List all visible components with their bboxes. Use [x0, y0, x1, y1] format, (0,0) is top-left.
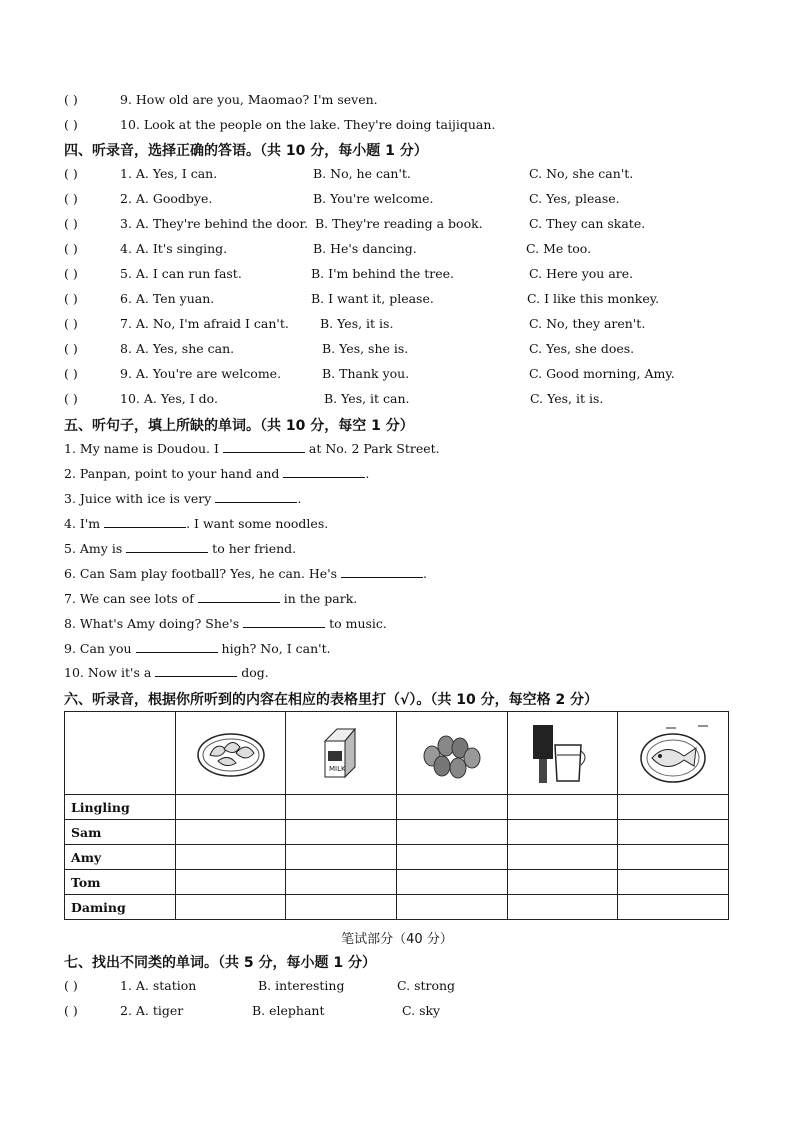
option-c: C. sky [402, 1003, 441, 1018]
s4-question-row [64, 315, 744, 333]
answer-blank[interactable] [243, 615, 325, 628]
check-cell[interactable] [396, 895, 507, 920]
option-b: B. I want it, please. [311, 291, 434, 306]
answer-paren[interactable]: ( ) [64, 391, 78, 406]
sentence-start: 7. We can see lots of [64, 591, 198, 606]
option-a: 9. A. You're are welcome. [120, 366, 282, 381]
picture-cell [175, 712, 286, 795]
check-cell[interactable] [175, 895, 286, 920]
fill-sentence [64, 440, 440, 456]
answer-paren[interactable]: ( ) [64, 1003, 78, 1018]
check-cell[interactable] [507, 895, 618, 920]
option-c: C. Good morning, Amy. [529, 366, 675, 381]
name-tom: Tom [65, 870, 176, 895]
sentence-start: 4. I'm [64, 516, 105, 531]
fill-sentence [64, 565, 427, 581]
answer-blank[interactable] [341, 565, 423, 578]
option-b: B. You're welcome. [313, 191, 434, 206]
option-a: 2. A. tiger [120, 1003, 184, 1018]
dumplings-icon [196, 727, 266, 779]
picture-cell [618, 712, 729, 795]
answer-blank[interactable] [126, 540, 208, 553]
section5-title: 五、听句子，填上所缺的单词。（共 10 分，每空 1 分） [64, 418, 414, 434]
option-b: B. No, he can't. [313, 166, 411, 181]
check-cell[interactable] [286, 895, 397, 920]
option-b: B. Yes, it can. [324, 391, 410, 406]
sentence-start: 5. Amy is [64, 541, 127, 556]
sentence-start: 3. Juice with ice is very [64, 491, 216, 506]
option-c: C. Yes, please. [529, 191, 620, 206]
picture-cell [396, 712, 507, 795]
question-9 [64, 91, 378, 109]
option-a: 10. A. Yes, I do. [120, 391, 218, 406]
option-b: B. Thank you. [322, 366, 410, 381]
fill-sentence [64, 615, 387, 631]
check-cell[interactable] [175, 870, 286, 895]
name-amy: Amy [65, 845, 176, 870]
check-cell[interactable] [618, 895, 729, 920]
sentence-end: . [297, 491, 302, 506]
check-cell[interactable] [396, 870, 507, 895]
milk-carton-icon [311, 723, 371, 783]
check-cell[interactable] [175, 845, 286, 870]
sentence-end: . [365, 466, 370, 481]
option-b: B. Yes, it is. [320, 316, 394, 331]
sentence-start: 9. Can you [64, 641, 136, 656]
svg-text:MILK: MILK [329, 765, 346, 773]
fill-sentence [64, 590, 357, 606]
option-c: C. Yes, it is. [530, 391, 604, 406]
sentence-start: 6. Can Sam play football? Yes, he can. He's [64, 566, 342, 581]
eggs-icon [420, 726, 484, 780]
s7-question-row [64, 1002, 484, 1020]
juice-glass-icon [531, 721, 593, 785]
option-a: 7. A. No, I'm afraid I can't. [120, 316, 289, 331]
sentence-start: 2. Panpan, point to your hand and [64, 466, 284, 481]
option-b: B. He's dancing. [313, 241, 417, 256]
answer-paren[interactable]: ( ) [64, 291, 78, 306]
question-10 [64, 116, 495, 134]
option-c: C. strong [397, 978, 456, 993]
name-sam: Sam [65, 820, 176, 845]
name-daming: Daming [65, 895, 176, 920]
option-a: 1. A. Yes, I can. [120, 166, 218, 181]
check-cell[interactable] [507, 795, 618, 820]
answer-paren[interactable]: ( ) [64, 117, 78, 132]
check-cell[interactable] [286, 845, 397, 870]
answer-blank[interactable] [136, 640, 218, 653]
option-a: 4. A. It's singing. [120, 241, 228, 256]
check-cell[interactable] [618, 795, 729, 820]
fill-sentence [64, 640, 331, 656]
s4-question-row [64, 215, 744, 233]
answer-paren[interactable]: ( ) [64, 341, 78, 356]
fill-sentence [64, 540, 296, 556]
answer-paren[interactable]: ( ) [64, 266, 78, 281]
check-cell[interactable] [507, 845, 618, 870]
fill-sentence [64, 664, 269, 680]
answer-paren[interactable]: ( ) [64, 241, 78, 256]
check-cell[interactable] [175, 820, 286, 845]
sentence-end: . [423, 566, 427, 581]
sentence-end: to her friend. [208, 541, 297, 556]
sentence-end: . I want some noodles. [186, 516, 329, 531]
answer-paren[interactable]: ( ) [64, 216, 78, 231]
sentence-start: 1. My name is Doudou. I [64, 441, 223, 456]
option-b: B. Yes, she is. [322, 341, 409, 356]
sentence-start: 8. What's Amy doing? She's [64, 616, 244, 631]
option-b: B. I'm behind the tree. [311, 266, 455, 281]
check-cell[interactable] [618, 845, 729, 870]
s4-question-row [64, 265, 744, 283]
check-cell[interactable] [396, 820, 507, 845]
fill-sentence [64, 490, 301, 506]
s7-question-row [64, 977, 484, 995]
answer-paren[interactable]: ( ) [64, 92, 78, 107]
option-b: B. They're reading a book. [315, 216, 483, 231]
fill-sentence [64, 465, 369, 481]
check-cell[interactable] [286, 870, 397, 895]
check-cell[interactable] [286, 820, 397, 845]
sentence-end: in the park. [279, 591, 358, 606]
option-c: C. No, they aren't. [529, 316, 646, 331]
picture-cell [507, 712, 618, 795]
sentence-end: at No. 2 Park Street. [304, 441, 440, 456]
s4-question-row [64, 190, 744, 208]
written-part-heading: 笔试部分（40 分） [341, 932, 453, 947]
fish-plate-icon [636, 720, 710, 786]
option-a: 1. A. station [120, 978, 197, 993]
option-a: 6. A. Ten yuan. [120, 291, 215, 306]
section7-title: 七、找出不同类的单词。（共 5 分，每小题 1 分） [64, 955, 376, 971]
corner-cell [65, 712, 176, 795]
check-cell[interactable] [618, 870, 729, 895]
check-cell[interactable] [286, 795, 397, 820]
answer-blank[interactable] [155, 664, 237, 677]
option-c: C. Me too. [526, 241, 592, 256]
option-b: B. interesting [258, 978, 345, 993]
question-text: 9. How old are you, Maomao? I'm seven. [120, 92, 378, 107]
sentence-end: high? No, I can't. [217, 641, 331, 656]
answer-blank[interactable] [283, 465, 365, 478]
option-b: B. elephant [252, 1003, 325, 1018]
answer-paren[interactable]: ( ) [64, 191, 78, 206]
name-lingling: Lingling [65, 795, 176, 820]
answer-blank[interactable] [215, 490, 297, 503]
checklist-table [64, 711, 729, 920]
check-cell[interactable] [396, 845, 507, 870]
answer-blank[interactable] [198, 590, 280, 603]
section4-title: 四、听录音，选择正确的答语。（共 10 分，每小题 1 分） [64, 143, 428, 159]
option-a: 3. A. They're behind the door. [120, 216, 309, 231]
option-c: C. They can skate. [529, 216, 646, 231]
s4-question-row [64, 340, 744, 358]
sentence-start: 10. Now it's a [64, 665, 156, 680]
fill-sentence [64, 515, 328, 531]
s4-question-row [64, 365, 744, 383]
picture-cell [286, 712, 397, 795]
s4-question-row [64, 390, 744, 408]
option-a: 8. A. Yes, she can. [120, 341, 235, 356]
s4-question-row [64, 290, 744, 308]
answer-blank[interactable] [223, 440, 305, 453]
section6-title: 六、听录音，根据你所听到的内容在相应的表格里打（√）。（共 10 分，每空格 2 分） [64, 692, 599, 708]
sentence-end: dog. [237, 665, 269, 680]
answer-paren[interactable]: ( ) [64, 978, 78, 993]
option-c: C. Yes, she does. [529, 341, 635, 356]
answer-paren[interactable]: ( ) [64, 366, 78, 381]
check-cell[interactable] [507, 870, 618, 895]
answer-paren[interactable]: ( ) [64, 166, 78, 181]
s4-question-row [64, 165, 744, 183]
check-cell[interactable] [396, 795, 507, 820]
check-cell[interactable] [507, 820, 618, 845]
option-c: C. No, she can't. [529, 166, 634, 181]
option-a: 5. A. I can run fast. [120, 266, 242, 281]
option-c: C. Here you are. [529, 266, 634, 281]
question-text: 10. Look at the people on the lake. They're doing taijiquan. [120, 117, 496, 132]
sentence-end: to music. [325, 616, 387, 631]
option-c: C. I like this monkey. [527, 291, 660, 306]
check-cell[interactable] [618, 820, 729, 845]
answer-paren[interactable]: ( ) [64, 316, 78, 331]
s4-question-row [64, 240, 744, 258]
answer-blank[interactable] [104, 515, 186, 528]
option-a: 2. A. Goodbye. [120, 191, 213, 206]
check-cell[interactable] [175, 795, 286, 820]
